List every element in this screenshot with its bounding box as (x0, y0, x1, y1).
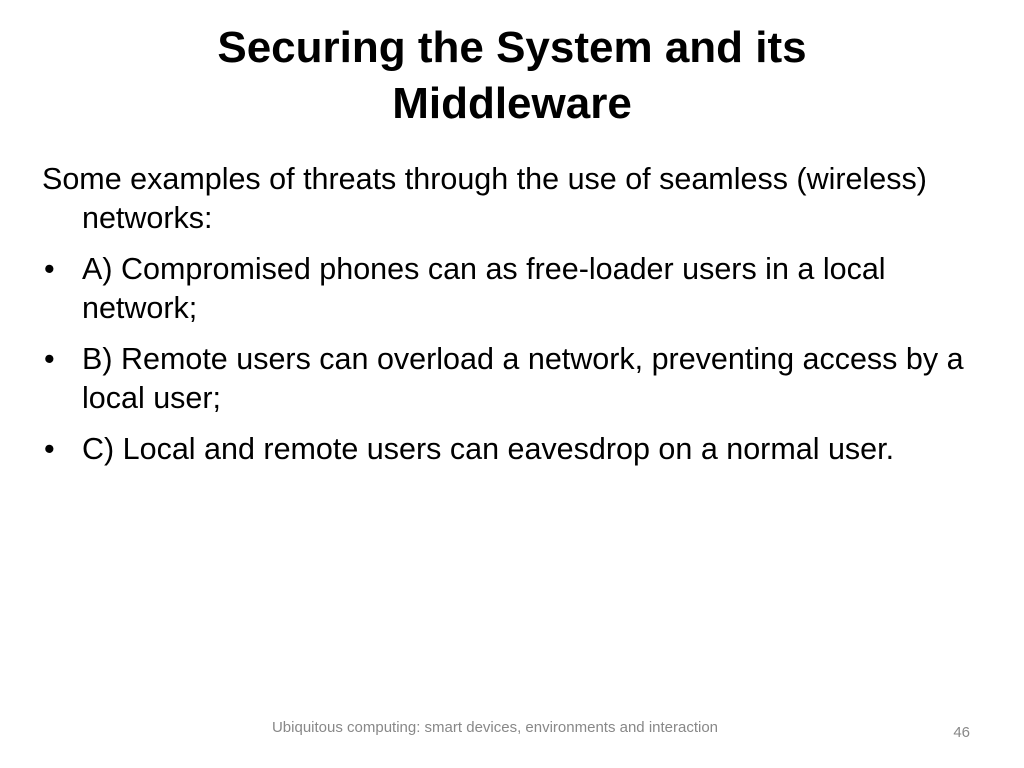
bullet-item-c (42, 430, 992, 469)
page-number: 46 (953, 724, 970, 741)
bullet-icon: • (44, 432, 55, 466)
intro-paragraph: Some examples of threats through the use of seamless (wireless) networks: (42, 162, 927, 235)
bullet-item-b (42, 340, 992, 418)
bullet-item-a (42, 250, 992, 328)
slide-title (60, 20, 964, 132)
slide-footer: Ubiquitous computing: smart devices, environments and interaction (271, 719, 719, 736)
bullet-icon: • (44, 252, 55, 286)
slide-title-line-2: Middleware (392, 79, 632, 128)
bullet-text-c: C) Local and remote users can eavesdrop on a normal user. (82, 432, 895, 466)
bullet-text-b: B) Remote users can overload a network, preventing access by a local user; (82, 342, 964, 415)
bullet-text-a: A) Compromised phones can as free-loader users in a local network; (82, 252, 886, 325)
bullet-icon: • (44, 342, 55, 376)
slide-body (42, 160, 992, 481)
slide-title-line-1: Securing the System and its (217, 23, 807, 72)
